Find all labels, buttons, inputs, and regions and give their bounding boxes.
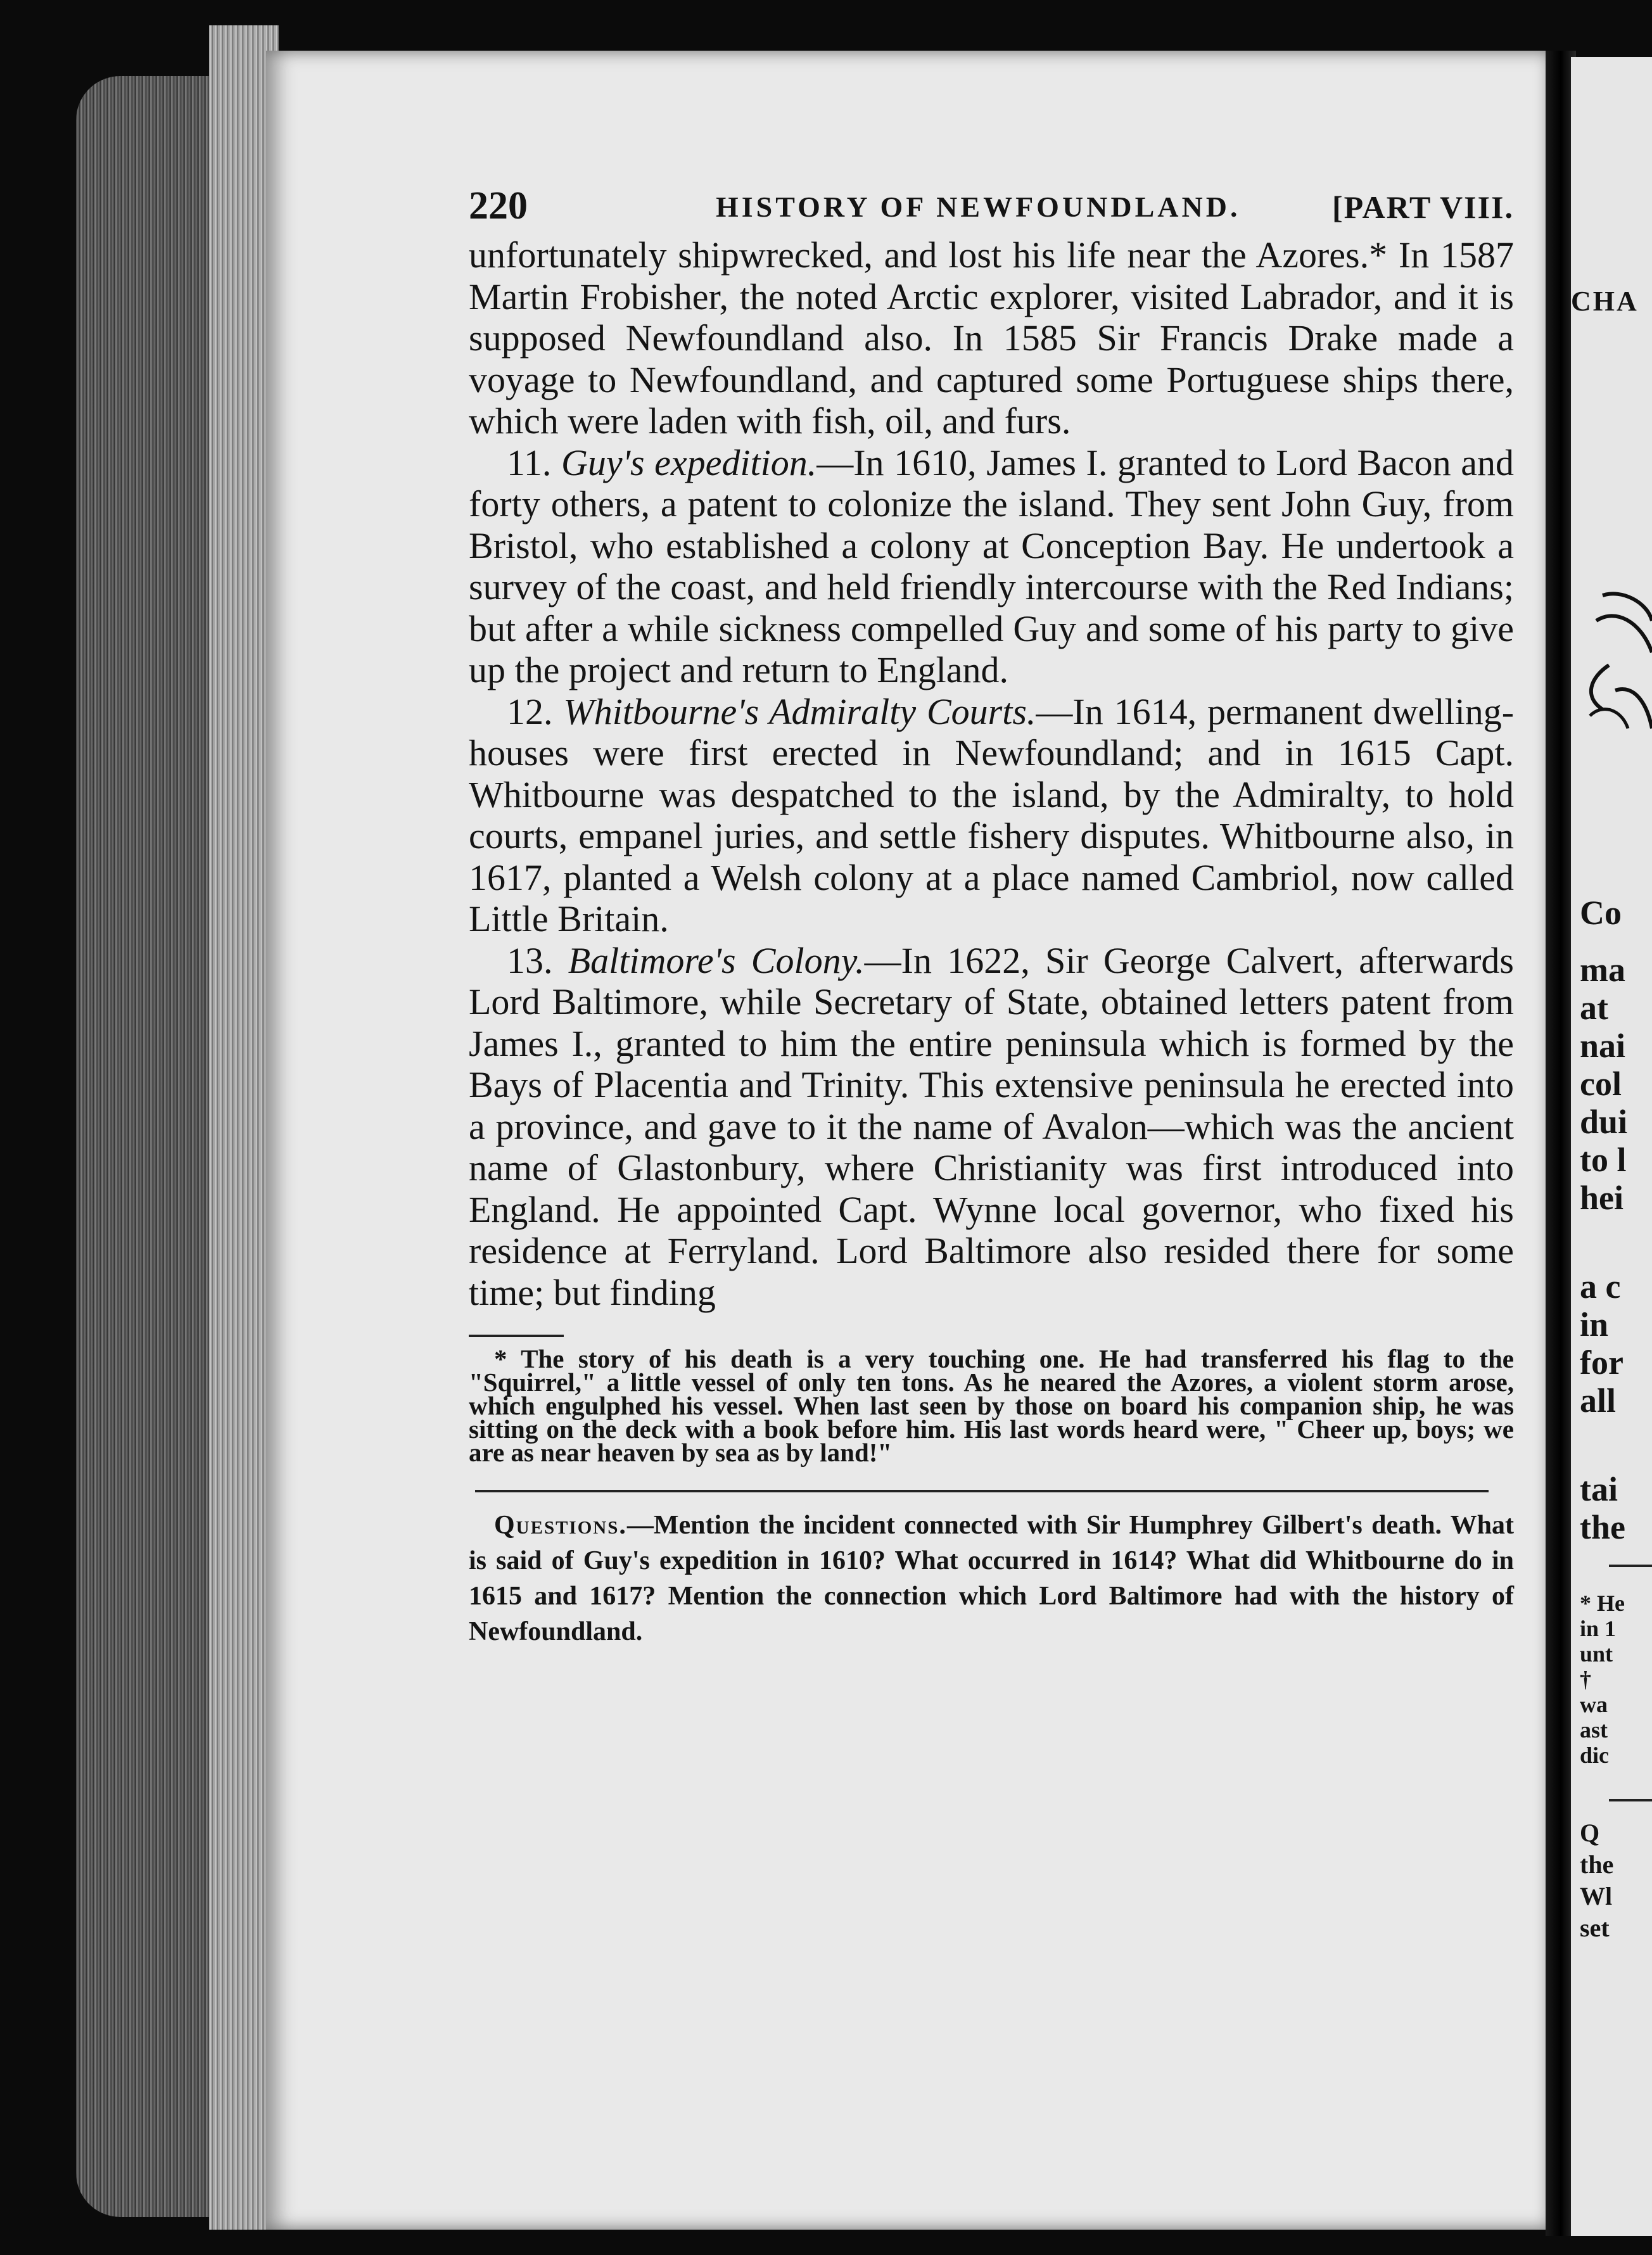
right-page-line: dic [1580,1743,1610,1768]
right-page-line: hei [1580,1179,1624,1217]
right-page-line: Wl [1580,1882,1613,1910]
right-page-rule [1609,1799,1652,1801]
questions-label: Questions. [494,1511,627,1540]
right-page-line: tai [1580,1470,1618,1508]
right-page-line: for [1580,1343,1623,1382]
page-number: 220 [469,184,528,227]
footnote-text: * The story of his death is a very touching one. He had transferred his flag to the "Squirrel," a little vessel of only ten tons. As he neared the Azores, a violent storm arose, which engulphed his vessel. When last seen by those on board his companion ship, he was sitting on the deck with a book before him. His last words heard were, " Cheer up, boys; we are as near heaven by sea as by land!" [469,1344,1514,1467]
part-label: [PART VIII. [1332,189,1514,225]
right-page-line: at [1580,989,1608,1027]
right-page-line: to l [1580,1141,1627,1179]
paragraph-baltimore [469,940,1514,1314]
right-page-line: ast [1580,1717,1608,1743]
questions-paragraph [469,1508,1514,1649]
page-content [469,184,1514,1649]
right-page-line: wa [1580,1692,1608,1717]
right-page-line: a c [1580,1267,1621,1305]
footnote [469,1344,1514,1467]
right-page-line: set [1580,1914,1610,1942]
section-text: —In 1610, James I. granted to Lord Bacon and forty others, a patent to colonize the island. They sent John Guy, from Bristol, who established a colony at Conception Bay. He undertook a survey of the coast, and held friendly intercourse with the Red Indians; but after a while sickness compelled Guy and some of his party to give up the project and return to England. [469,441,1515,690]
engraving-fragment [1577,583,1652,773]
right-page-line: dui [1580,1103,1628,1141]
paragraph-guy-expedition [469,442,1514,691]
questions-rule [475,1490,1489,1492]
right-page-head: CHA [1571,286,1639,317]
right-page-fragment [1571,57,1652,2236]
questions [469,1508,1514,1649]
paragraph-continuation: unfortunately shipwrecked, and lost his life near the Azores.* In 1587 Martin Frobisher, the noted Arctic explorer, visited Labrador, and it is supposed Newfoundland also. In 1585 Sir Francis Drake made a voyage to Newfoundland, and captured some Portuguese ships there, which were laden with fish, oil, and furs. [469,234,1514,441]
right-page-line: ma [1580,951,1625,989]
right-page-rule [1609,1565,1652,1567]
right-page-line: Co [1580,894,1622,932]
section-text: —In 1614, permanent dwelling-houses were first erected in Newfoundland; and in 1615 Capt. Whitbourne was despatched to the island, by the Admiralty, to hold courts, empanel juries, and settle fishery disputes. Whitbourne also, in 1617, planted a Welsh colony at a place named Cambriol, now called Little Britain. [469,690,1515,939]
footnote-rule [469,1335,564,1337]
running-head [469,184,1514,234]
section-number: 13. [507,939,553,981]
right-page-line: unt [1580,1641,1613,1667]
right-page-line: col [1580,1065,1622,1103]
right-page-line: all [1580,1382,1617,1420]
right-page-line: * He [1580,1591,1625,1616]
section-heading: Whitbourne's Admiralty Courts. [563,690,1036,732]
questions-text: —Mention the incident connected with Sir Humphrey Gilbert's death. What is said of Guy's expedition in 1610? What occurred in 1614? What did Whitbourne do in 1615 and 1617? Mention the connection which Lord Baltimore had with the history of Newfoundland. [469,1511,1514,1646]
section-number: 12. [507,690,553,732]
right-page-line: in [1580,1305,1609,1343]
body-text [469,234,1514,1313]
right-page-line: in 1 [1580,1616,1617,1641]
right-page-line: Q [1580,1819,1600,1847]
section-number: 11. [507,441,552,483]
section-text: —In 1622, Sir George Calvert, afterwards Lord Baltimore, while Secretary of State, obtained letters patent from James I., granted to him the entire peninsula which is formed by the Bays of Placentia and Trinity. This extensive peninsula he erected into a province, and gave to it the name of Avalon—which was the ancient name of Glastonbury, where Christianity was first introduced into England. He appointed Capt. Wynne local governor, who fixed his residence at Ferryland. Lord Baltimore also resided there for some time; but finding [469,939,1514,1313]
section-heading: Guy's expedition. [561,441,817,483]
right-page-line: † [1580,1667,1591,1692]
right-page-line: nai [1580,1027,1626,1065]
right-page-line: the [1580,1850,1614,1879]
book-title: HISTORY OF NEWFOUNDLAND. [716,191,1241,223]
right-page-line: the [1580,1508,1625,1546]
section-heading: Baltimore's Colony. [568,939,865,981]
paragraph-whitbourne [469,691,1514,940]
